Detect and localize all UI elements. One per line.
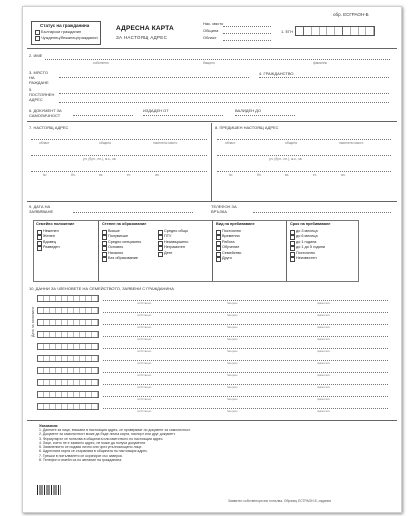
- header-field-region: Област: [203, 35, 217, 40]
- checkbox[interactable]: [216, 246, 221, 251]
- new-sub-region: област: [39, 141, 50, 145]
- row-sublabel: бащино: [227, 313, 238, 317]
- form-title: АДРЕСНА КАРТА: [116, 25, 174, 32]
- divider: [27, 48, 397, 49]
- row-sublabel: собствено: [137, 325, 152, 329]
- new-sub-floor: ет.: [127, 173, 131, 177]
- table-row[interactable]: [37, 391, 393, 403]
- permanent-address-line-2[interactable]: [59, 102, 389, 103]
- row-sublabel: собствено: [137, 409, 152, 413]
- address-card-form: [22, 6, 402, 513]
- egn-cells[interactable]: [37, 367, 99, 374]
- option-label: Средно общо: [164, 229, 188, 233]
- document-line[interactable]: [73, 115, 133, 116]
- new-address-line-1[interactable]: [31, 139, 207, 140]
- new-sub-street: ул. (бул., пл.), ж.к., кв.: [83, 157, 117, 161]
- side-label: Дата на заявяване: [31, 306, 35, 337]
- new-sub-municipality: община: [99, 141, 111, 145]
- checkbox[interactable]: [216, 257, 221, 262]
- notes-title: Указания:: [39, 423, 59, 428]
- option-label: до 3 месеца: [296, 229, 318, 233]
- divider: [211, 123, 212, 201]
- row-sublabel: собствено: [137, 373, 152, 377]
- date-label: 9. ДАТА НА ЗАЯВЯВАНЕ: [29, 204, 54, 214]
- row-sublabel: собствено: [137, 385, 152, 389]
- row-sublabel: бащино: [227, 373, 238, 377]
- table-row[interactable]: [37, 331, 393, 343]
- issued-label: ИЗДАДЕН ОТ: [143, 108, 169, 113]
- checkbox[interactable]: [102, 235, 107, 240]
- old-sub-no: №: [229, 173, 233, 177]
- table-row[interactable]: [37, 355, 393, 367]
- status-box: [31, 21, 101, 45]
- note-item: 8. Телефон и имейл са по желание на гражданина.: [39, 458, 123, 463]
- table-row[interactable]: [37, 403, 393, 415]
- name-sub-father: бащино: [203, 61, 215, 65]
- option-label: Обучение: [222, 245, 240, 250]
- old-address-line-3[interactable]: [217, 171, 391, 172]
- new-sub-settlement: населено място: [153, 141, 178, 145]
- row-sublabel: фамилно: [317, 373, 330, 377]
- row-sublabel: бащино: [227, 301, 238, 305]
- permanent-address-line[interactable]: [59, 93, 389, 94]
- note-item: 7. Грешки в попълването се коригират със заверка.: [39, 453, 123, 458]
- new-sub-entrance: вх.: [99, 173, 104, 177]
- checkbox[interactable]: [37, 241, 42, 246]
- status-option-foreign: Чужденец/бежанец/гражданин: [41, 35, 98, 40]
- option-label: Временно: [222, 234, 240, 239]
- row-sublabel: фамилно: [317, 313, 330, 317]
- row-sublabel: бащино: [227, 385, 238, 389]
- new-address-label: 7. НАСТОЯЩ АДРЕС: [29, 125, 69, 130]
- option-label: Неженен: [43, 229, 59, 233]
- residence-term-title: Срок на пребиваване: [290, 222, 331, 226]
- name-line[interactable]: [45, 59, 390, 60]
- divider: [27, 121, 397, 122]
- row-sublabel: фамилно: [317, 301, 330, 305]
- old-sub-entrance: вх.: [285, 173, 290, 177]
- egn-cells[interactable]: [37, 391, 99, 398]
- option-label: Начално: [108, 250, 124, 255]
- education-title: Степен на образование: [102, 222, 147, 226]
- row-sublabel: бащино: [227, 361, 238, 365]
- old-sub-floor: ет.: [313, 173, 317, 177]
- row-sublabel: фамилно: [317, 337, 330, 341]
- row-sublabel: собствено: [137, 337, 152, 341]
- option-label: Семейство: [222, 250, 242, 255]
- divider: [212, 221, 213, 281]
- option-label: ПТУ: [164, 234, 172, 239]
- permanent-address-label: 5. ПОСТОЯНЕН АДРЕС: [29, 87, 55, 102]
- checkbox[interactable]: [290, 241, 295, 246]
- checkbox[interactable]: [290, 246, 295, 251]
- status-table: [33, 220, 359, 282]
- row-sublabel: собствено: [137, 397, 152, 401]
- row-sublabel: фамилно: [317, 325, 330, 329]
- note-item: 6. Адресната карта се съхранява в общината по настоящия адрес.: [39, 449, 148, 454]
- option-label: до 1 година: [296, 239, 317, 244]
- form-code: обр. ЕСГРАОН-Б: [333, 12, 369, 17]
- checkbox[interactable]: [37, 235, 42, 240]
- option-label: Средно специално: [108, 239, 142, 244]
- document-label: 6. ДОКУМЕНТ ЗА САМОЛИЧНОСТ: [29, 108, 62, 118]
- marital-title: Семейно положение: [36, 222, 75, 226]
- old-address-line-2[interactable]: [217, 155, 391, 156]
- checkbox[interactable]: [290, 252, 295, 257]
- option-label: Незавършено: [164, 239, 189, 244]
- table-row[interactable]: [37, 379, 393, 391]
- phone-label: ТЕЛЕФОН ЗА ВРЪЗКА: [211, 204, 237, 214]
- old-sub-street: ул. (бул., пл.), ж.к., кв.: [269, 157, 303, 161]
- egn-cells[interactable]: [37, 319, 99, 326]
- checkbox[interactable]: [290, 230, 295, 235]
- old-address-line-1[interactable]: [217, 139, 391, 140]
- option-label: Полувисше: [108, 234, 129, 239]
- checkbox[interactable]: [102, 257, 107, 262]
- row-sublabel: собствено: [137, 301, 152, 305]
- checkbox[interactable]: [216, 235, 221, 240]
- table-row[interactable]: [37, 295, 393, 307]
- checkbox[interactable]: [158, 230, 163, 235]
- family-table: [37, 295, 393, 415]
- row-sublabel: собствено: [137, 313, 152, 317]
- option-label: Разведен: [43, 245, 60, 250]
- checkbox[interactable]: [216, 241, 221, 246]
- row-sublabel: собствено: [137, 349, 152, 353]
- option-label: до 6 месеца: [296, 234, 318, 239]
- note-item: 2. Документ за самоличност може да бъде лична карта, паспорт или друг документ.: [39, 432, 176, 437]
- egn-cells[interactable]: [37, 331, 99, 338]
- header-field-settlement: Нас. място: [203, 21, 224, 26]
- checkbox[interactable]: [290, 235, 295, 240]
- region-line[interactable]: [223, 40, 271, 41]
- row-sublabel: фамилно: [317, 385, 330, 389]
- option-label: Неграмотен: [164, 245, 186, 250]
- option-label: до 1 до 5 години: [296, 245, 325, 250]
- option-label: Вдовец: [43, 239, 57, 244]
- old-sub-apt: ап.: [341, 173, 346, 177]
- option-label: Неизвестен: [296, 255, 317, 260]
- checkbox[interactable]: [37, 246, 42, 251]
- checkbox[interactable]: [37, 230, 42, 235]
- old-sub-municipality: община: [285, 141, 297, 145]
- table-row[interactable]: [37, 367, 393, 379]
- settlement-line[interactable]: [223, 26, 271, 27]
- egn-cells[interactable]: [37, 295, 99, 302]
- notes-section: [39, 423, 393, 462]
- old-sub-block: бл.: [257, 173, 262, 177]
- row-sublabel: фамилно: [317, 349, 330, 353]
- checkbox[interactable]: [158, 241, 163, 246]
- egn-label: 1. ЕГН: [281, 29, 294, 34]
- option-label: Основно: [108, 245, 124, 250]
- citizenship-label: 4. ГРАЖДАНСТВО: [259, 71, 294, 76]
- option-label: Постоянно: [296, 250, 315, 255]
- table-row[interactable]: [37, 319, 393, 331]
- checkbox[interactable]: [216, 230, 221, 235]
- phone-line[interactable]: [253, 212, 391, 213]
- option-label: Друго: [222, 255, 232, 260]
- new-sub-block: бл.: [71, 173, 76, 177]
- date-line[interactable]: [73, 212, 193, 213]
- row-sublabel: бащино: [227, 397, 238, 401]
- row-sublabel: бащино: [227, 337, 238, 341]
- row-sublabel: фамилно: [317, 409, 330, 413]
- egn-cells[interactable]: [37, 343, 99, 350]
- option-label: Висше: [108, 229, 120, 233]
- checkbox[interactable]: [290, 257, 295, 262]
- checkbox[interactable]: [102, 230, 107, 235]
- new-address-line-2[interactable]: [31, 155, 207, 156]
- divider: [98, 221, 99, 281]
- egn-cells[interactable]: [37, 307, 99, 314]
- note-item: 4. Лице, което не е заявило адрес, не може да получи документи.: [39, 440, 147, 445]
- valid-line[interactable]: [235, 115, 295, 116]
- divider: [27, 420, 397, 421]
- old-sub-settlement: населено място: [339, 141, 364, 145]
- option-label: Постоянно: [222, 229, 241, 233]
- issued-line[interactable]: [143, 115, 223, 116]
- row-sublabel: бащино: [227, 409, 238, 413]
- checkbox[interactable]: [102, 246, 107, 251]
- checkbox[interactable]: [158, 246, 163, 251]
- form-subtitle: ЗА НАСТОЯЩ АДРЕС: [116, 35, 168, 40]
- row-sublabel: бащино: [227, 325, 238, 329]
- birthplace-label: 3. МЯСТО НА РАЖДАНЕ: [29, 70, 49, 85]
- row-sublabel: фамилно: [317, 361, 330, 365]
- egn-cells[interactable]: [37, 403, 99, 410]
- new-sub-apt: ап.: [155, 173, 160, 177]
- new-sub-no: №: [43, 173, 47, 177]
- birthplace-line[interactable]: [59, 77, 249, 78]
- citizenship-line[interactable]: [259, 77, 389, 78]
- egn-input[interactable]: [295, 26, 375, 36]
- name-sub-own: собствено: [93, 61, 109, 65]
- egn-cells[interactable]: [37, 355, 99, 362]
- footer-text: Заявител собственоръчно попълва. Образец ЕСГРАОН-Б, издание: [228, 499, 332, 503]
- header-field-municipality: Община: [203, 28, 219, 33]
- checkbox[interactable]: [102, 252, 107, 257]
- status-title: Статус на гражданина: [40, 23, 90, 28]
- barcode: [37, 485, 61, 495]
- family-label: 10. ДАННИ ЗА ЧЛЕНОВЕТЕ НА СЕМЕЙСТВОТО, ЗАЯВЕНИ С ГРАЖДАНИНА: [29, 286, 174, 291]
- row-sublabel: фамилно: [317, 397, 330, 401]
- note-item: 1. Данните за лице, вписани в настоящия адрес, се проверяват по документ за самоличност.: [39, 428, 191, 432]
- option-label: Женен: [43, 234, 55, 239]
- note-item: 5. Заявлението се подава лично или чрез упълномощено лице.: [39, 445, 143, 450]
- status-bg-checkbox[interactable]: [35, 30, 40, 35]
- checkbox[interactable]: [216, 252, 221, 257]
- egn-cells[interactable]: [37, 379, 99, 386]
- valid-label: ВАЛИДЕН ДО: [235, 108, 261, 113]
- old-sub-region: област: [225, 141, 236, 145]
- row-sublabel: бащино: [227, 349, 238, 353]
- old-address-label: 8. ПРЕДИШЕН НАСТОЯЩ АДРЕС: [215, 125, 279, 130]
- checkbox[interactable]: [158, 235, 163, 240]
- name-sub-family: фамилно: [313, 61, 328, 65]
- municipality-line[interactable]: [223, 33, 271, 34]
- new-address-line-3[interactable]: [31, 171, 207, 172]
- checkbox[interactable]: [102, 241, 107, 246]
- option-label: Работа: [222, 239, 235, 244]
- divider: [27, 201, 397, 202]
- table-row[interactable]: [37, 307, 393, 319]
- name-label: 2. ИМЕ: [29, 53, 43, 58]
- row-sublabel: собствено: [137, 361, 152, 365]
- note-item: 3. Формулярът се попълва в общината или кметството по настоящия адрес.: [39, 436, 164, 441]
- residence-type-title: Вид на пребиваване: [216, 222, 255, 226]
- option-label: Без образование: [108, 255, 139, 260]
- divider: [286, 221, 287, 281]
- option-label: Дете: [164, 250, 173, 255]
- status-option-bg: Български гражданин: [41, 29, 82, 34]
- status-foreign-checkbox[interactable]: [35, 36, 40, 41]
- table-row[interactable]: [37, 343, 393, 355]
- checkbox[interactable]: [158, 252, 163, 257]
